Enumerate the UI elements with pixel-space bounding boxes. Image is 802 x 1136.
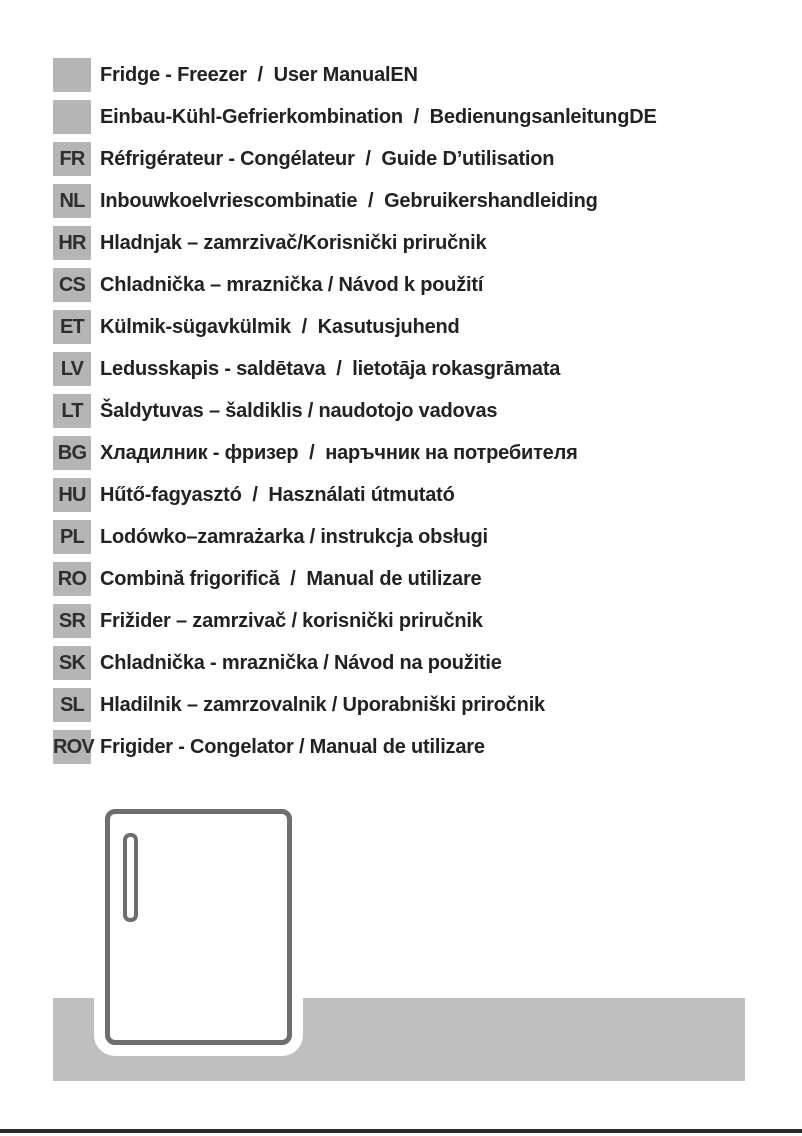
language-row-lt — [53, 394, 657, 428]
language-code-badge — [53, 100, 91, 134]
language-title: Chladnička – mraznička / Návod k použití — [100, 273, 484, 296]
language-title: Lodówko–zamrażarka / instrukcja obsługi — [100, 525, 488, 548]
language-row-sl — [53, 688, 657, 722]
language-code-badge: ROV — [53, 730, 91, 764]
language-row-fr — [53, 142, 657, 176]
language-title: Einbau-Kühl-Gefrierkombination / BedienungsanleitungDE — [100, 105, 657, 128]
language-title: Fridge - Freezer / User ManualEN — [100, 63, 418, 86]
language-title: Inbouwkoelvriescombinatie / Gebruikershandleiding — [100, 189, 598, 212]
language-code-badge: BG — [53, 436, 91, 470]
language-title: Hladilnik – zamrzovalnik / Uporabniški priročnik — [100, 693, 545, 716]
language-title: Combină frigorifică / Manual de utilizare — [100, 567, 482, 590]
language-row-ro — [53, 562, 657, 596]
language-row-cs — [53, 268, 657, 302]
language-code-badge: RO — [53, 562, 91, 596]
language-row-hu — [53, 478, 657, 512]
language-title: Ledusskapis - saldētava / lietotāja rokasgrāmata — [100, 357, 561, 380]
language-title: Šaldytuvas – šaldiklis / naudotojo vadovas — [100, 399, 498, 422]
language-title: Frižider – zamrzivač / korisnički priručnik — [100, 609, 483, 632]
fridge-icon — [105, 809, 292, 1045]
language-code-badge: SK — [53, 646, 91, 680]
language-row-rov — [53, 730, 657, 764]
language-code-badge: FR — [53, 142, 91, 176]
language-title: Хладилник - фризер / наръчник на потребителя — [100, 441, 578, 464]
language-code-badge: HR — [53, 226, 91, 260]
language-code-badge: PL — [53, 520, 91, 554]
language-title: Hűtő-fagyasztó / Használati útmutató — [100, 483, 455, 506]
language-code-badge: SR — [53, 604, 91, 638]
language-title: Hladnjak – zamrzivač/Korisnički priručnik — [100, 231, 487, 254]
language-code-badge: NL — [53, 184, 91, 218]
language-code-badge: HU — [53, 478, 91, 512]
language-code-badge — [53, 58, 91, 92]
language-row-nl — [53, 184, 657, 218]
language-code-badge: CS — [53, 268, 91, 302]
bottom-rule — [0, 1129, 802, 1133]
language-row-et — [53, 310, 657, 344]
language-row-hr — [53, 226, 657, 260]
fridge-handle-icon — [123, 833, 138, 922]
language-title: Frigider - Congelator / Manual de utilizare — [100, 735, 485, 758]
language-title: Réfrigérateur - Congélateur / Guide D’utilisation — [100, 147, 555, 170]
language-code-badge: LT — [53, 394, 91, 428]
language-row-sk — [53, 646, 657, 680]
language-row-pl — [53, 520, 657, 554]
language-row-en — [53, 58, 657, 92]
language-title: Chladnička - mraznička / Návod na použitie — [100, 651, 502, 674]
language-code-badge: SL — [53, 688, 91, 722]
language-row-lv — [53, 352, 657, 386]
language-list — [53, 58, 657, 772]
language-row-bg — [53, 436, 657, 470]
language-code-badge: ET — [53, 310, 91, 344]
language-title: Külmik-sügavkülmik / Kasutusjuhend — [100, 315, 460, 338]
language-code-badge: LV — [53, 352, 91, 386]
language-row-de — [53, 100, 657, 134]
language-row-sr — [53, 604, 657, 638]
